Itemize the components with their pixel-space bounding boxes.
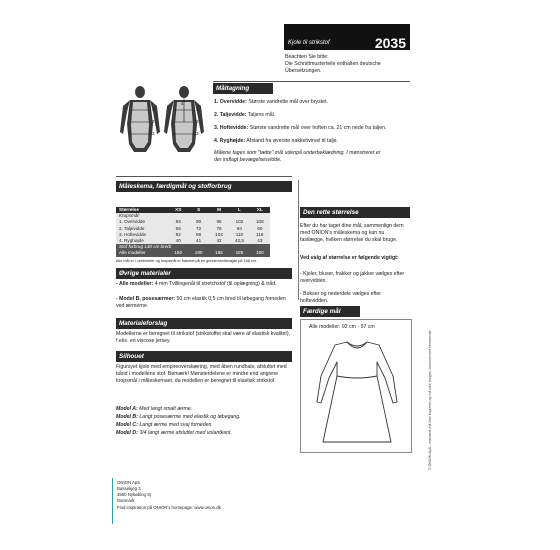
- figure-label-back-hip: 3: [196, 131, 199, 136]
- section-maaleskema: Måleskema, færdigmål og stofforbrug: [116, 181, 292, 192]
- footer-line-3: 4500 Nykøbing Sj: [117, 492, 151, 497]
- figure-label-front-waist: 2: [152, 119, 155, 124]
- rette-bullet-2: - Bukser og nederdele vælges efter hoftevidden.: [300, 291, 382, 304]
- divider: [213, 81, 410, 82]
- section-maaltagning: Måltagning: [213, 83, 273, 94]
- measure-note-line-1: Målene tages som "tætte" mål udenpå underbeklædning. I mønstreret er: [214, 150, 381, 156]
- size-table-header: Størrelse XS S M L XL: [116, 207, 270, 213]
- measure-item-3: 3. Hoftevidde: Største vandrette mål over hoften ca. 21 cm nede fra taljen.: [214, 125, 387, 131]
- footer-line-4: Danmark: [117, 498, 135, 503]
- copyright-vertical: © ONION ApS - mønstret må ikke kopieres og må ikke bruges i kommercielt henseende.: [428, 329, 432, 470]
- intro-line-2: Die Schnittmusterteile enthalten deutsche: [285, 61, 381, 67]
- table-row: 4. Ryghøjde 40 41 42 42,5 43: [116, 238, 270, 244]
- oevrige-item-2: - Model B, posesærmer: 50 cm elastik 0,5 cm bred til løbegang forneden ved ærmerne.: [116, 296, 286, 309]
- figure-label-back-height: 4: [181, 101, 184, 106]
- measure-note-line-2: der indlagt bevægelsesvidde.: [214, 157, 282, 163]
- model-d: Model D: 3/4 langt ærme afsluttet med volantkant.: [116, 430, 232, 436]
- measure-item-4: 4. Ryghøjde: Afstand fra øverste nakkehvirvel til talje.: [214, 138, 338, 144]
- intro-line-1: Beachten Sie bitte:: [285, 54, 329, 60]
- rette-text: Efter du har taget dine mål, sammenlign dem med ONION's måleskema og kan nu fastlægge, hvilken størrelse du skal bruge.: [300, 223, 404, 243]
- oevrige-item-1: - Alle modeller: 4 mm Tvillingenål til stretchstof (til oplægning) & tråd.: [116, 281, 277, 287]
- table-row: 3. Hoftevidde 92 98 104 110 116: [116, 232, 270, 238]
- model-c: Model C: Langt ærme med svaj forneden.: [116, 422, 213, 428]
- materialeforslag-text: Modellerne er beregnet til strikstof (strikstoffet skal være af elastisk kvalitet), f.eks. en viscose jersey.: [116, 331, 291, 344]
- figure-label-front-chest: 1: [152, 107, 155, 112]
- pattern-name: Kjole til strikstof: [288, 40, 330, 46]
- silhouet-text: Figursyet kjole med empireoverskæring, med åben rundhals, afsluttet med bånd i modellens stof. Bemærk! Mønsterdelene er mindre end angivne kropsmål i måleskemaet, da modellen er beregnet til elastisk strikstof.: [116, 364, 287, 384]
- column-divider: [298, 180, 299, 300]
- divider: [116, 176, 292, 177]
- faerdige-caption: Alle modeller: 92 cm - 97 cm: [309, 324, 375, 330]
- figure-label-back-chest: 1: [196, 107, 199, 112]
- footer-accent-bar: [112, 478, 113, 524]
- size-table: [116, 207, 270, 257]
- measurement-figures: [118, 84, 208, 162]
- pattern-header: [284, 24, 410, 50]
- dress-outline-icon: [309, 336, 405, 448]
- measure-item-2: 2. Taljevidde: Taljens mål.: [214, 112, 276, 118]
- section-materialeforslag: Materialeforslag: [116, 318, 292, 329]
- table-row: 1. Overvidde 84 90 96 102 108: [116, 219, 270, 225]
- dress-illustration-box: [300, 319, 412, 453]
- model-a: Model A: Med langt smalt ærme.: [116, 406, 193, 412]
- footer-line-1: ONION ApS: [117, 480, 141, 485]
- figure-label-back-waist: 2: [196, 119, 199, 124]
- size-table-subheader: Kropsmål:: [116, 213, 270, 219]
- footer-inspiration: Find inspiration på ONION's homepage: www.onion.dk: [117, 505, 221, 510]
- section-silhouet: Silhouet: [116, 351, 292, 362]
- figure-label-front-hip: 3: [152, 131, 155, 136]
- table-row: 2. Taljevidde 66 72 78 84 90: [116, 226, 270, 232]
- measure-item-1: 1. Overvidde: Største vandrette mål over brystet.: [214, 99, 328, 105]
- fabric-usage-row: Alle modeller 180 180 185 185 190: [116, 250, 270, 256]
- model-b: Model B: Langt posesærme med elastik og løbegang.: [116, 414, 241, 420]
- section-rette-stoerrelse: Den rette størrelse: [300, 207, 410, 218]
- intro-line-3: Übersetzungen.: [285, 68, 322, 74]
- pattern-number: 2035: [374, 35, 406, 51]
- section-oevrige: Øvrige materialer: [116, 268, 292, 279]
- rette-heading: Ved valg af størrelse er følgende vigtigt:: [300, 255, 399, 261]
- fabric-usage-header: Stof forbrug 140 cm bredt: [116, 244, 270, 250]
- rette-bullet-1: - Kjoler, bluser, frakker og jakker vælges efter overvidden.: [300, 271, 405, 284]
- footer-line-2: Bøssekjeg 3: [117, 486, 141, 491]
- section-faerdige-maal: Færdige mål: [300, 306, 360, 317]
- size-table-note: Alle mål er i centimeter og kropsmål er baseret på en gennemsnitshøjde på 168 cm.: [116, 259, 257, 263]
- front-bodysuit: [131, 102, 149, 148]
